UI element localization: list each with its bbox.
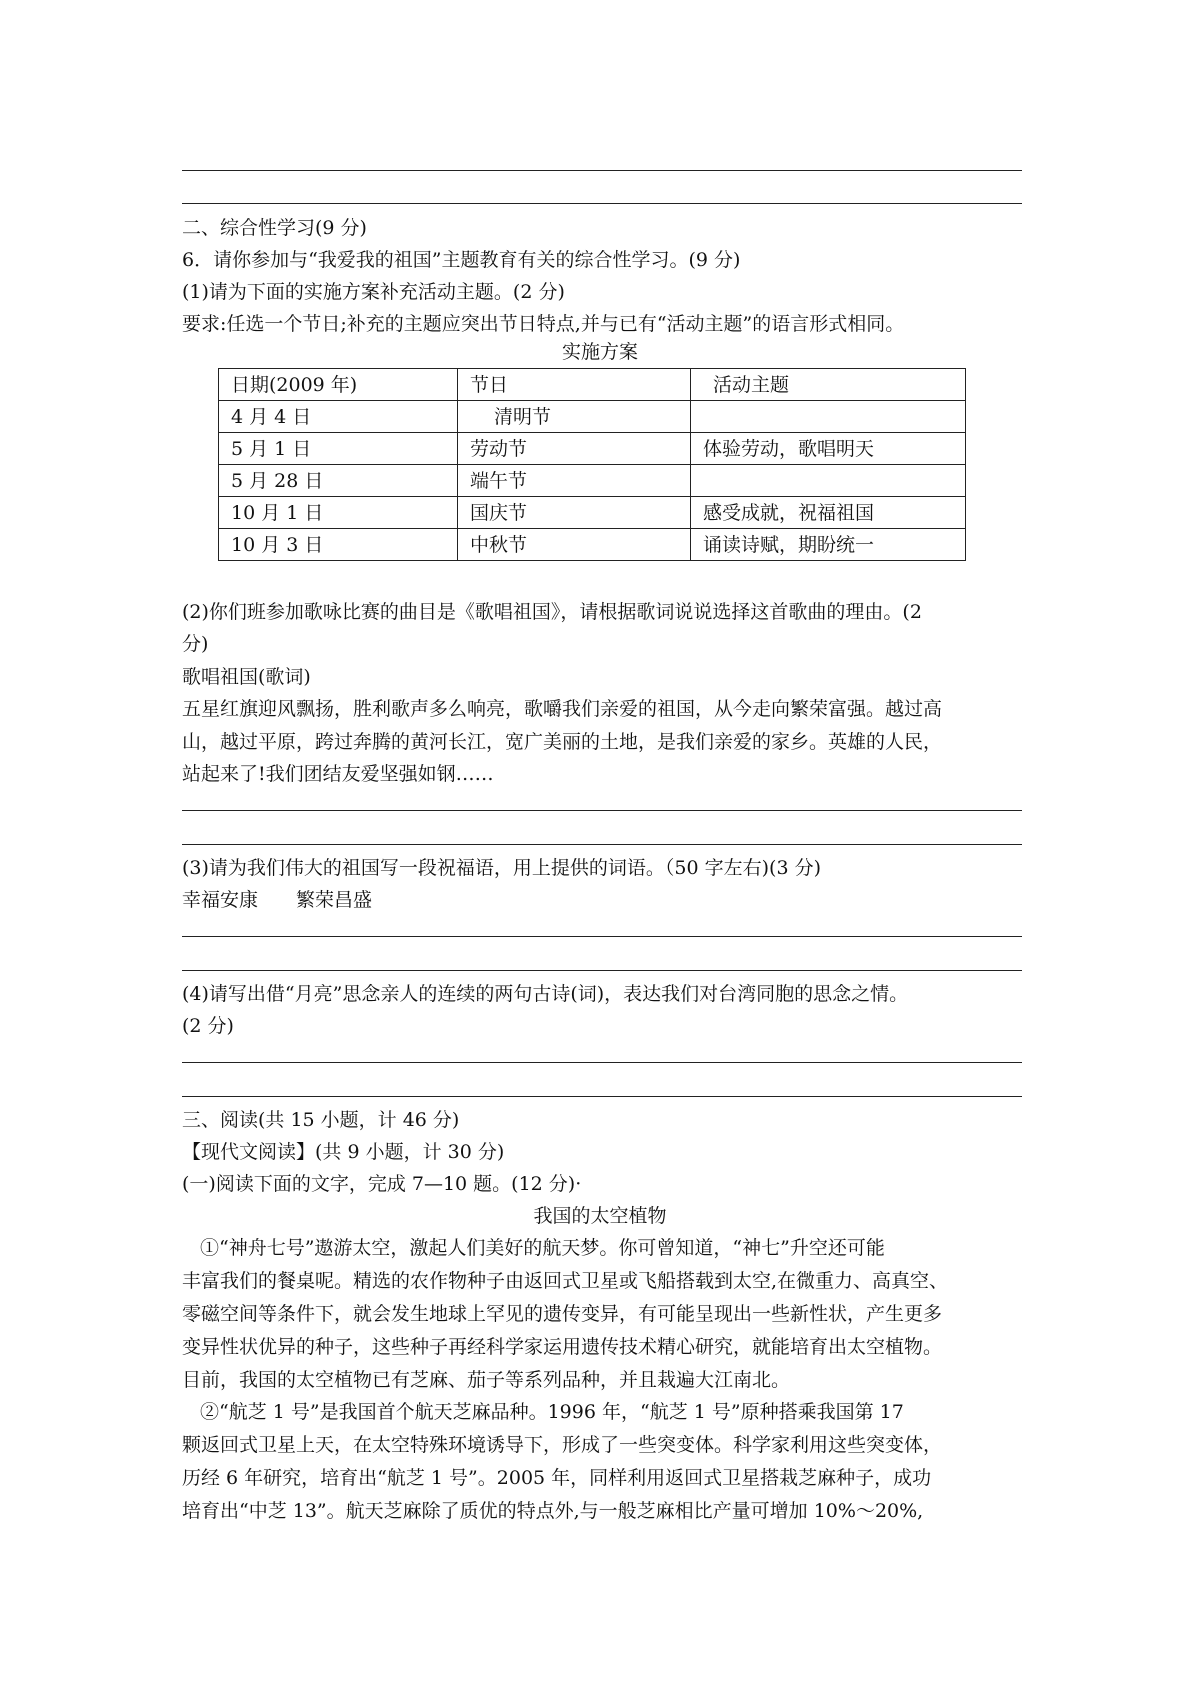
paragraph-2-line: ②“航芝 1 号”是我国首个航天芝麻品种。1996 年，“航芝 1 号”原种搭乘我国第 17 (200, 1401, 904, 1423)
cell-theme: 体验劳动，歌唱明天 (691, 433, 966, 465)
paragraph-1-line: 目前，我国的太空植物已有芝麻、茄子等系列品种，并且栽遍大江南北。 (182, 1369, 791, 1391)
cell-festival: 中秋节 (458, 529, 691, 561)
question-6-2-cont: 分) (182, 633, 209, 655)
table-row (219, 529, 966, 561)
cell-festival: 国庆节 (458, 497, 691, 529)
header-theme: 活动主题 (691, 369, 966, 401)
paragraph-1-line: 零磁空间等条件下，就会发生地球上罕见的遗传变异，有可能呈现出一些新性状，产生更多 (182, 1303, 943, 1325)
cell-festival: 劳动节 (458, 433, 691, 465)
answer-line[interactable] (182, 1096, 1022, 1097)
article-title: 我国的太空植物 (533, 1205, 667, 1227)
cell-date: 5 月 1 日 (219, 433, 458, 465)
plan-table (218, 368, 966, 561)
lyrics-line: 站起来了!我们团结友爱坚强如钢…… (182, 763, 494, 785)
answer-line[interactable] (182, 170, 1022, 171)
section3-heading: 三、阅读(共 15 小题，计 46 分) (182, 1109, 460, 1131)
cell-theme-blank[interactable] (691, 401, 966, 433)
part1-instruction: (一)阅读下面的文字，完成 7—10 题。(12 分)· (182, 1173, 582, 1195)
question-6-3: (3)请为我们伟大的祖国写一段祝福语，用上提供的词语。（50 字左右)(3 分) (182, 857, 821, 879)
header-date: 日期(2009 年) (219, 369, 458, 401)
cell-theme: 感受成就，祝福祖国 (691, 497, 966, 529)
paragraph-2-line: 历经 6 年研究，培育出“航芝 1 号”。2005 年，同样利用返回式卫星搭栽芝麻种子，成功 (182, 1467, 932, 1489)
answer-line[interactable] (182, 1062, 1022, 1063)
answer-line[interactable] (182, 936, 1022, 937)
answer-line[interactable] (182, 970, 1022, 971)
cell-date: 5 月 28 日 (219, 465, 458, 497)
question-6-1-requirement: 要求:任选一个节日;补充的主题应突出节日特点,并与已有“活动主题”的语言形式相同。 (182, 313, 905, 335)
question-6: 6．请你参加与“我爱我的祖国”主题教育有关的综合性学习。(9 分) (182, 249, 741, 271)
table-row (219, 465, 966, 497)
lyrics-title: 歌唱祖国(歌词) (182, 666, 311, 688)
table-header-row (219, 369, 966, 401)
lyrics-line: 五星红旗迎风飘扬，胜利歌声多么响亮，歌嚼我们亲爱的祖国，从今走向繁荣富强。越过高 (182, 698, 943, 720)
question-6-1: (1)请为下面的实施方案补充活动主题。(2 分) (182, 281, 565, 303)
answer-line[interactable] (182, 844, 1022, 845)
cell-date: 4 月 4 日 (219, 401, 458, 433)
paragraph-1-line: ①“神舟七号”遨游太空，激起人们美好的航天梦。你可曾知道，“神七”升空还可能 (200, 1237, 885, 1259)
paragraph-2-line: 颗返回式卫星上天，在太空特殊环境诱导下，形成了一些突变体。科学家利用这些突变体， (182, 1434, 943, 1456)
table-row (219, 433, 966, 465)
cell-festival: 端午节 (458, 465, 691, 497)
section2-heading: 二、综合性学习(9 分) (182, 217, 367, 239)
cell-theme-blank[interactable] (691, 465, 966, 497)
question-6-4-cont: (2 分) (182, 1015, 234, 1037)
table-row (219, 497, 966, 529)
answer-line[interactable] (182, 203, 1022, 204)
cell-festival: 清明节 (458, 401, 691, 433)
lyrics-line: 山，越过平原，跨过奔腾的黄河长江，宽广美丽的土地，是我们亲爱的家乡。英雄的人民， (182, 731, 943, 753)
cell-theme: 诵读诗赋，期盼统一 (691, 529, 966, 561)
table-title: 实施方案 (561, 341, 638, 363)
table-row (219, 401, 966, 433)
question-6-3-words: 幸福安康 繁荣昌盛 (182, 889, 373, 911)
answer-line[interactable] (182, 810, 1022, 811)
header-festival: 节日 (458, 369, 691, 401)
cell-date: 10 月 3 日 (219, 529, 458, 561)
question-6-2: (2)你们班参加歌咏比赛的曲目是《歌唱祖国》，请根据歌词说说选择这首歌曲的理由。(2 (182, 601, 922, 623)
paragraph-2-line: 培育出“中芝 13”。航天芝麻除了质优的特点外,与一般芝麻相比产量可增加 10%～20%, (182, 1500, 924, 1522)
paragraph-1-line: 丰富我们的餐桌呢。精选的农作物种子由返回式卫星或飞船搭载到太空,在微重力、高真空、 (182, 1270, 949, 1292)
paragraph-1-line: 变异性状优异的种子，这些种子再经科学家运用遗传技术精心研究，就能培育出太空植物。 (182, 1336, 943, 1358)
cell-date: 10 月 1 日 (219, 497, 458, 529)
question-6-4: (4)请写出借“月亮”思念亲人的连续的两句古诗(词)，表达我们对台湾同胞的思念之情。 (182, 983, 909, 1005)
modern-reading-heading: 【现代文阅读】(共 9 小题，计 30 分) (182, 1141, 505, 1163)
